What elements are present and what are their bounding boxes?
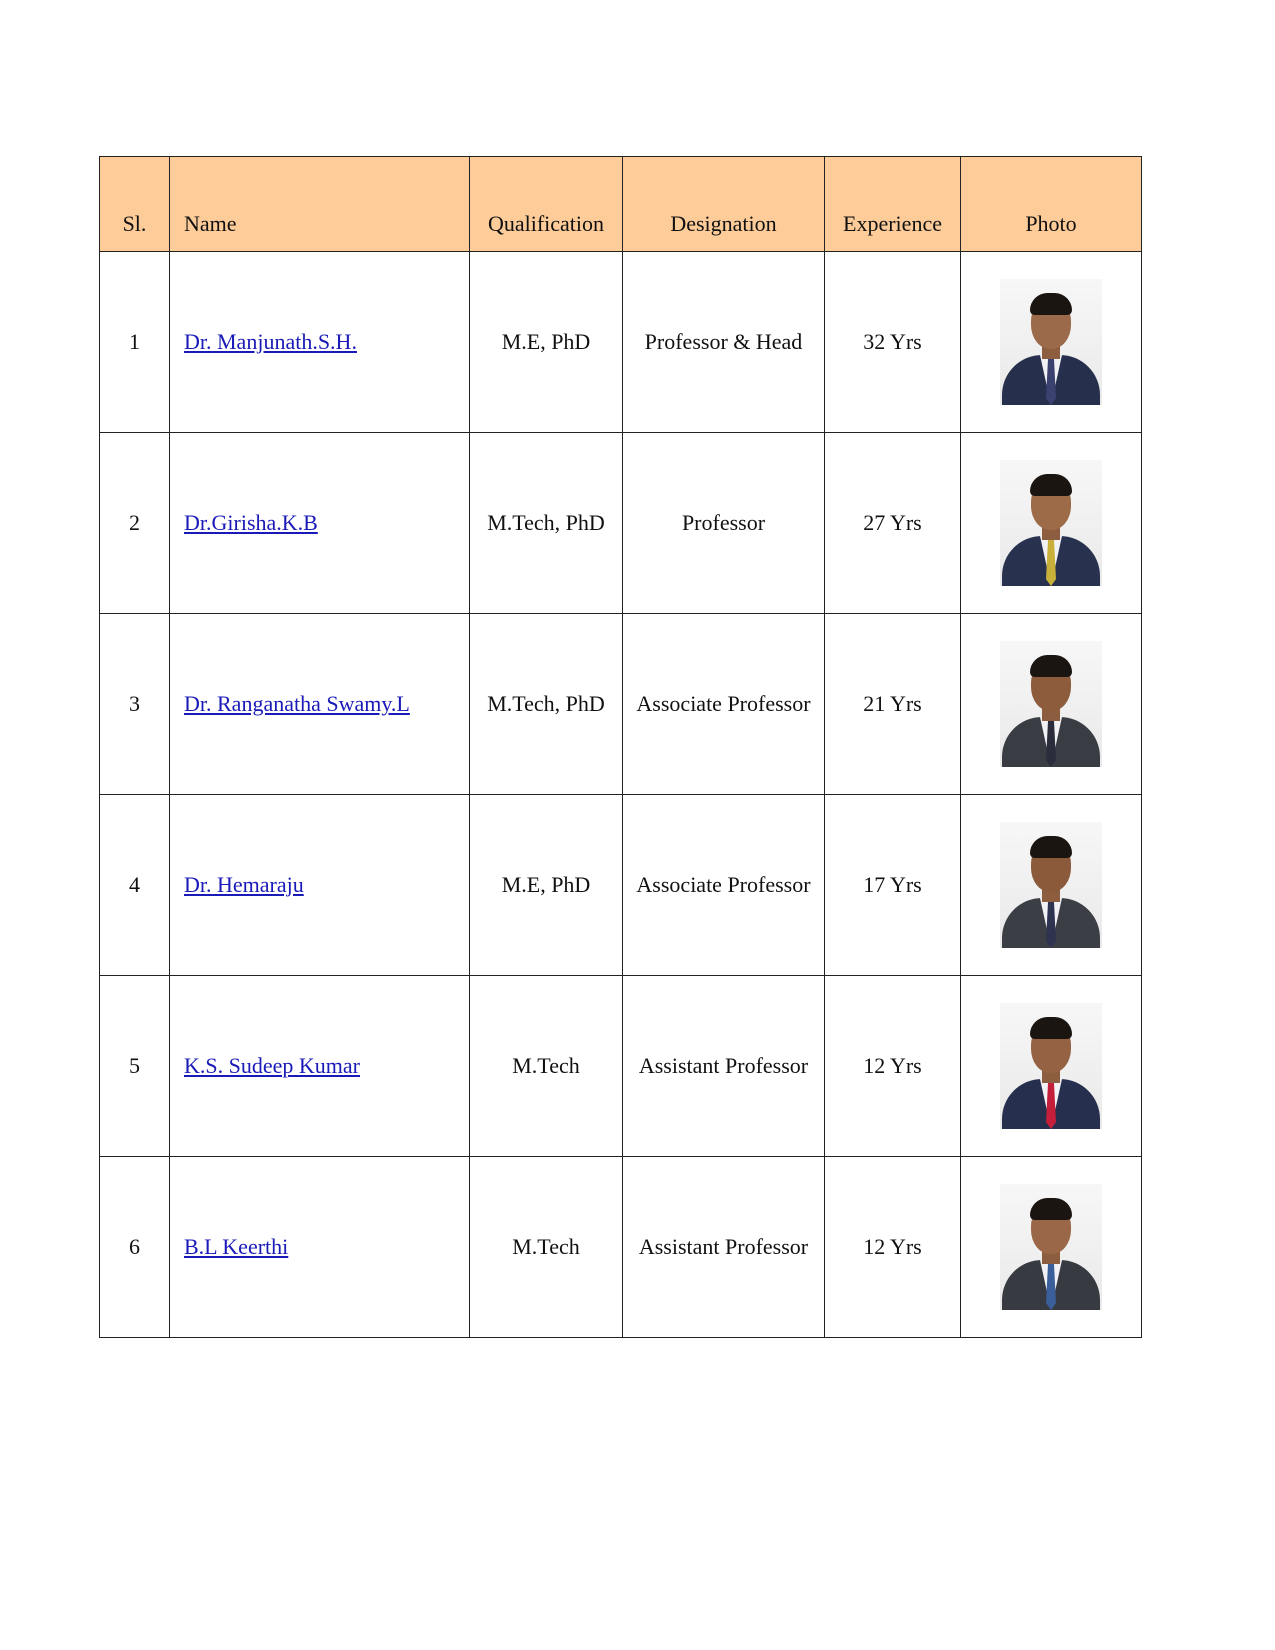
header-photo: Photo	[961, 157, 1142, 252]
sl-cell: 5	[100, 976, 170, 1157]
name-cell	[170, 1157, 470, 1338]
experience-cell: 12 Yrs	[825, 1157, 961, 1338]
sl-cell: 3	[100, 614, 170, 795]
experience-cell: 32 Yrs	[825, 252, 961, 433]
sl-cell: 6	[100, 1157, 170, 1338]
photo-cell	[961, 433, 1142, 614]
faculty-table	[99, 156, 1142, 1338]
faculty-name-link[interactable]: Dr. Manjunath.S.H.	[184, 329, 357, 354]
photo-cell	[961, 1157, 1142, 1338]
designation-cell: Assistant Professor	[623, 976, 825, 1157]
faculty-photo	[1000, 460, 1102, 586]
designation-cell: Professor & Head	[623, 252, 825, 433]
name-cell	[170, 433, 470, 614]
qualification-cell: M.Tech	[470, 976, 623, 1157]
table-row	[100, 433, 1142, 614]
experience-cell: 12 Yrs	[825, 976, 961, 1157]
experience-cell: 27 Yrs	[825, 433, 961, 614]
faculty-name-link[interactable]: Dr.Girisha.K.B	[184, 510, 318, 535]
name-cell	[170, 252, 470, 433]
table-row	[100, 976, 1142, 1157]
qualification-cell: M.Tech, PhD	[470, 433, 623, 614]
table-row	[100, 252, 1142, 433]
faculty-photo	[1000, 279, 1102, 405]
header-sl: Sl.	[100, 157, 170, 252]
name-cell	[170, 795, 470, 976]
photo-cell	[961, 252, 1142, 433]
photo-cell	[961, 976, 1142, 1157]
photo-cell	[961, 795, 1142, 976]
faculty-name-link[interactable]: B.L Keerthi	[184, 1234, 289, 1259]
sl-cell: 1	[100, 252, 170, 433]
qualification-cell: M.Tech, PhD	[470, 614, 623, 795]
table-row	[100, 614, 1142, 795]
faculty-name-link[interactable]: Dr. Ranganatha Swamy.L	[184, 691, 410, 716]
header-designation: Designation	[623, 157, 825, 252]
faculty-photo	[1000, 1184, 1102, 1310]
designation-cell: Associate Professor	[623, 614, 825, 795]
faculty-name-link[interactable]: Dr. Hemaraju	[184, 872, 304, 897]
designation-cell: Assistant Professor	[623, 1157, 825, 1338]
header-qualification: Qualification	[470, 157, 623, 252]
faculty-photo	[1000, 822, 1102, 948]
designation-cell: Associate Professor	[623, 795, 825, 976]
name-cell	[170, 976, 470, 1157]
faculty-name-link[interactable]: K.S. Sudeep Kumar	[184, 1053, 360, 1078]
faculty-photo	[1000, 641, 1102, 767]
designation-cell: Professor	[623, 433, 825, 614]
sl-cell: 4	[100, 795, 170, 976]
name-cell	[170, 614, 470, 795]
qualification-cell: M.E, PhD	[470, 795, 623, 976]
experience-cell: 21 Yrs	[825, 614, 961, 795]
qualification-cell: M.E, PhD	[470, 252, 623, 433]
header-experience: Experience	[825, 157, 961, 252]
sl-cell: 2	[100, 433, 170, 614]
photo-cell	[961, 614, 1142, 795]
faculty-photo	[1000, 1003, 1102, 1129]
header-row	[100, 157, 1142, 252]
header-name: Name	[170, 157, 470, 252]
experience-cell: 17 Yrs	[825, 795, 961, 976]
table-body	[100, 252, 1142, 1338]
table-row	[100, 1157, 1142, 1338]
qualification-cell: M.Tech	[470, 1157, 623, 1338]
table-header	[100, 157, 1142, 252]
table-row	[100, 795, 1142, 976]
